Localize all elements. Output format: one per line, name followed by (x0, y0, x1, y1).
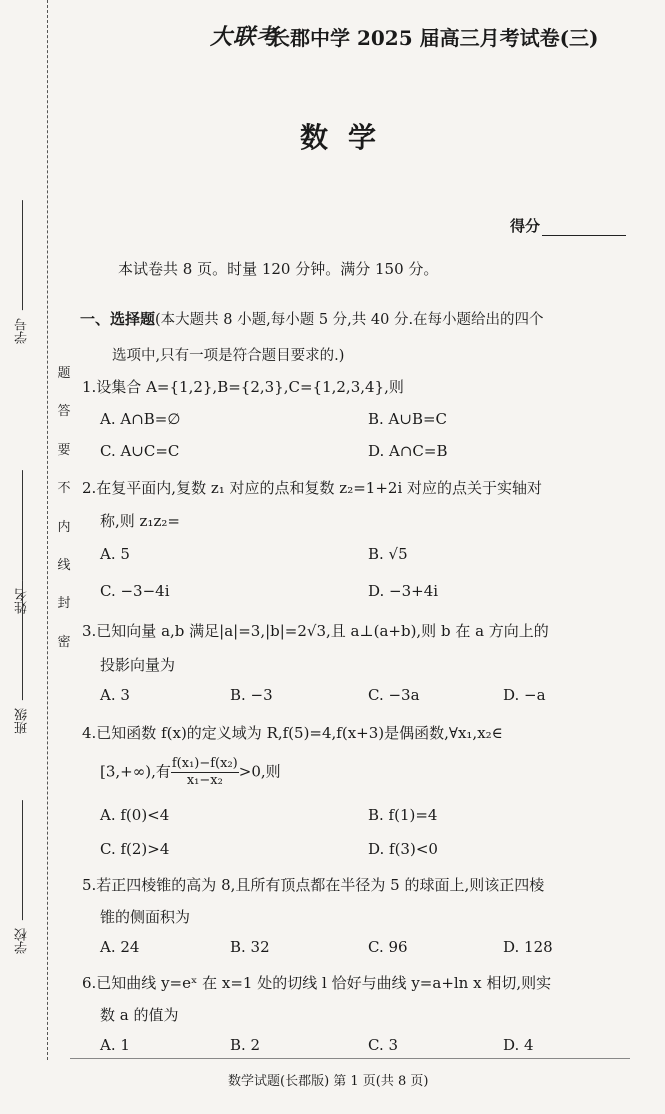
warning-char: 题 (57, 366, 71, 381)
q4-option-c[interactable]: C. f(2)>4 (100, 840, 170, 858)
q1-option-d[interactable]: D. A∩C=B (368, 442, 448, 460)
q2-stem-2: 称,则 z₁z₂= (100, 512, 180, 530)
q4-option-a[interactable]: A. f(0)<4 (100, 806, 170, 824)
q3-option-c[interactable]: C. −3a (368, 686, 420, 704)
q2-option-d[interactable]: D. −3+4i (368, 582, 439, 600)
q4-stem-2-suffix: >0,则 (238, 762, 281, 781)
q5-option-c[interactable]: C. 96 (368, 938, 408, 956)
page-footer: 数学试题(长郡版) 第 1 页(共 8 页) (228, 1074, 429, 1089)
q3-stem-1: 3.已知向量 a,b 满足|a|=3,|b|=2√3,且 a⊥(a+b),则 b 在 a 方向上的 (82, 622, 549, 640)
student-id-underline (23, 200, 24, 310)
exam-title: 长郡中学 2025 届高三月考试卷(三) (270, 26, 599, 50)
q3-stem-2: 投影向量为 (100, 656, 176, 674)
warning-char: 封 (57, 596, 71, 612)
class-label: 班级 (15, 708, 30, 735)
school-underline (23, 800, 24, 920)
q4-stem-2 (100, 756, 281, 789)
student-id-field[interactable] (8, 200, 42, 344)
warning-char: 内 (57, 519, 71, 535)
q6-option-d[interactable]: D. 4 (503, 1036, 534, 1054)
warning-char: 不 (57, 481, 71, 497)
q2-option-a[interactable]: A. 5 (100, 545, 130, 563)
exam-intro: 本试卷共 8 页。时量 120 分钟。满分 150 分。 (118, 260, 439, 278)
q6-option-a[interactable]: A. 1 (100, 1036, 130, 1054)
student-id-label: 学号 (15, 318, 30, 345)
q3-option-a[interactable]: A. 3 (100, 686, 130, 704)
warning-char: 密 (57, 634, 71, 650)
q1-option-c[interactable]: C. A∪C=C (100, 442, 180, 460)
q1-stem: 1.设集合 A={1,2},B={2,3},C={1,2,3,4},则 (82, 378, 404, 396)
q2-stem-1: 2.在复平面内,复数 z₁ 对应的点和复数 z₂=1+2i 对应的点关于实轴对 (82, 479, 543, 497)
section-heading (80, 308, 544, 329)
q6-stem-2: 数 a 的值为 (100, 1006, 179, 1024)
warning-char: 答 (57, 404, 71, 420)
q2-option-b[interactable]: B. √5 (368, 545, 408, 563)
q4-stem-1: 4.已知函数 f(x)的定义域为 R,f(5)=4,f(x+3)是偶函数,∀x₁,x₂∈ (82, 724, 503, 742)
q6-option-b[interactable]: B. 2 (230, 1036, 261, 1054)
brand-logo: 大联考 (210, 24, 280, 50)
section-desc-2: 选项中,只有一项是符合题目要求的.) (112, 348, 345, 364)
school-label: 学校 (15, 928, 30, 955)
q2-option-c[interactable]: C. −3−4i (100, 582, 170, 600)
q6-option-c[interactable]: C. 3 (368, 1036, 399, 1054)
footer-divider (70, 1058, 630, 1059)
q5-option-b[interactable]: B. 32 (230, 938, 270, 956)
school-field[interactable] (8, 800, 42, 954)
q1-option-b[interactable]: B. A∪B=C (368, 410, 448, 428)
name-underline (23, 470, 24, 580)
seal-warning-column (56, 355, 72, 662)
score-field[interactable] (510, 215, 626, 236)
q5-option-a[interactable]: A. 24 (100, 938, 140, 956)
section-title: 一、选择题 (80, 310, 156, 328)
q5-option-d[interactable]: D. 128 (503, 938, 553, 956)
name-label: 姓名 (15, 588, 30, 615)
q4-option-b[interactable]: B. f(1)=4 (368, 806, 438, 824)
q5-stem-2: 锥的侧面积为 (100, 908, 191, 926)
q1-option-a[interactable]: A. A∩B=∅ (100, 410, 181, 428)
class-underline (23, 580, 24, 700)
warning-char: 线 (57, 557, 71, 573)
q3-option-d[interactable]: D. −a (503, 686, 546, 704)
warning-char: 要 (57, 442, 71, 458)
q6-stem-1: 6.已知曲线 y=eˣ 在 x=1 处的切线 l 恰好与曲线 y=a+ln x 相切,则实 (82, 974, 552, 992)
q5-stem-1: 5.若正四棱锥的高为 8,且所有顶点都在半径为 5 的球面上,则该正四棱 (82, 876, 545, 894)
class-field[interactable] (8, 580, 42, 734)
q4-frac-den: x₁−x₂ (186, 773, 223, 788)
q4-option-d[interactable]: D. f(3)<0 (368, 840, 438, 858)
section-desc-1: (本大题共 8 小题,每小题 5 分,共 40 分.在每小题给出的四个 (155, 312, 544, 328)
subject-title: 数学 (300, 121, 397, 154)
score-blank[interactable] (542, 219, 626, 236)
q4-fraction (171, 756, 239, 789)
q4-stem-2-prefix: [3,+∞),有 (100, 762, 171, 781)
q3-option-b[interactable]: B. −3 (230, 686, 273, 704)
q4-frac-num: f(x₁)−f(x₂) (171, 756, 238, 771)
binding-dashed-line (47, 0, 48, 1060)
score-label: 得分 (510, 217, 541, 235)
